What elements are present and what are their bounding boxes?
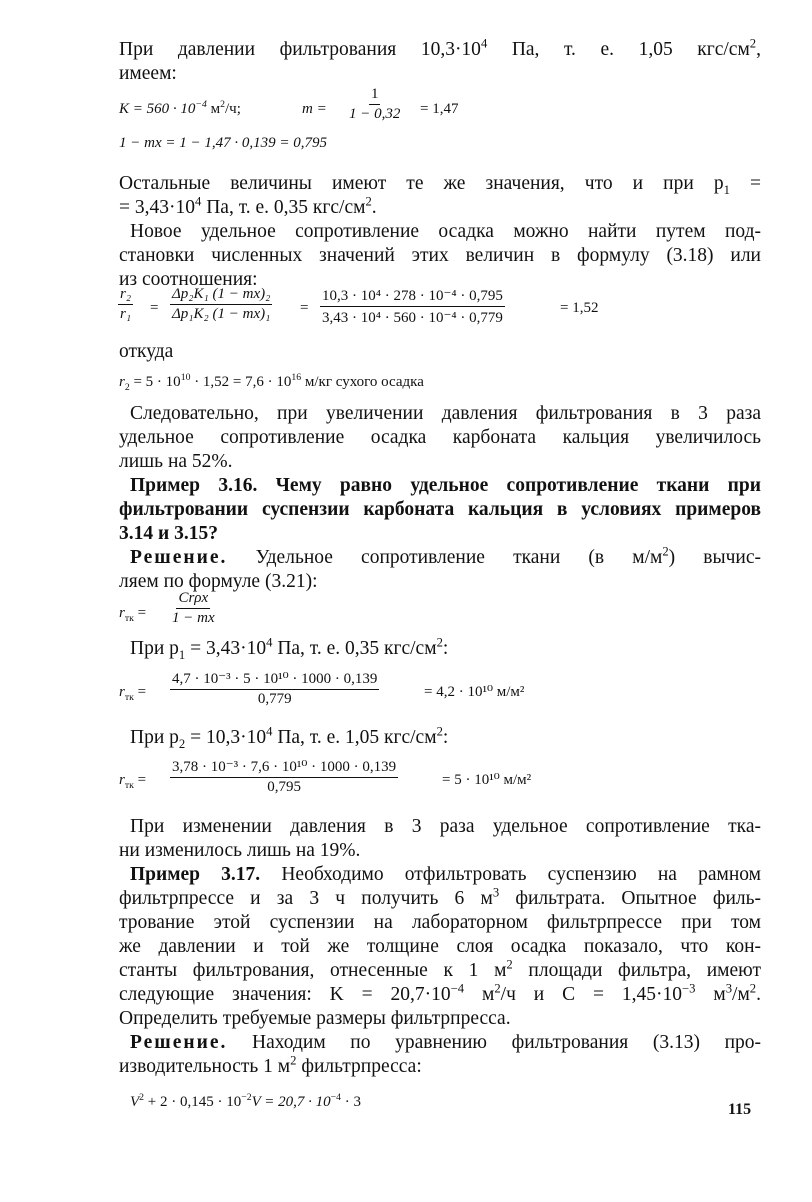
equation-rtk-label: $r_{тк}$ =	[119, 605, 147, 624]
equation-v: $V^2 + 2 \cdot 0,145 \cdot 10^{-2}V = 20,7 \cdot 10^{-4} \cdot 3$	[130, 1092, 362, 1110]
text-line: При $p_2 = 10,3\cdot 10^4$ Па, т. е. 1,05 кгс/$см^2$:	[130, 724, 449, 751]
text-line: ни изменилось лишь на 19%.	[119, 840, 361, 861]
text-line: удельное сопротивление осадка карбоната кальция увеличилось	[119, 427, 761, 448]
text-line: следующие значения: $K = 20,7\cdot 10^{-4}$ $м^2/ч$ и $C = 1,45\cdot 10^{-3}$ $м^3/м^2$.	[119, 981, 761, 1005]
text-line: же давлении и той же толщине слоя осадка показало, что кон-	[119, 936, 761, 957]
text-line: Определить требуемые размеры фильтрпресса.	[119, 1008, 511, 1029]
equation-m-label: m =	[302, 101, 327, 117]
equation-rtk1-fraction: $\frac{\text{4,7 · 10⁻³ · 5 · 10¹⁰ · 1000 · 0,139}}{0,779}$	[172, 671, 378, 707]
text-line: лишь на 52%.	[119, 451, 233, 472]
ratio-middle: $\frac{\text{Δp₂K₁ (1 − mx)₂}}{\text{Δp₁K₂ (1 − mx)₁}}$	[172, 286, 271, 322]
text-line: фильтровании суспензии карбоната кальция в условиях примеров	[119, 499, 761, 520]
ratio-left: $\frac{\text{r₂}}{\text{r₁}}$	[120, 286, 132, 322]
text-line: из соотношения:	[119, 269, 258, 290]
example-heading: Пример 3.17. Необходимо отфильтровать суспензию на рамном	[130, 864, 762, 885]
text-line: станты фильтрования, отнесенные к 1 $м^2$ площади фильтра, имеют	[119, 957, 761, 981]
text-line: При изменении давления в 3 раза удельное сопротивление тка-	[130, 816, 761, 837]
equation-m-fraction: $\frac{1}{1 - 0,32}$	[349, 86, 401, 122]
text-line: откуда	[119, 341, 174, 362]
text-line: При давлении фильтрования $10,3\cdot 10^4$ Па, т. е. 1,05 кгс/$см^2$,	[119, 36, 761, 60]
equation-k: $K = 560 \cdot 10^{-4}$ $м^2/ч$;	[119, 99, 241, 117]
eq-sign: =	[300, 300, 309, 316]
equation-rtk1-result: = 4,2 · 10¹⁰ м/м²	[424, 684, 525, 700]
text-line: изводительность 1 $м^2$ фильтрпресса:	[119, 1053, 422, 1077]
text-line: трование этой суспензии на лабораторном фильтрпрессе при том	[119, 912, 761, 933]
equation-m-result: = 1,47	[420, 101, 459, 117]
text-line: фильтрпрессе и за 3 ч получить 6 $м^3$ фильтрата. Опытное филь-	[119, 885, 762, 909]
text-line: При $p_1 = 3,43\cdot 10^4$ Па, т. е. 0,35 кгс/$см^2$:	[130, 635, 449, 662]
text-line: становки численных значений этих величин в формулу (3.18) или	[119, 245, 761, 266]
ratio-result: = 1,52	[560, 300, 599, 316]
equation-rtk2-result: = 5 · 10¹⁰ м/м²	[442, 772, 532, 788]
text-line: имеем:	[119, 63, 177, 84]
equation-rtk2-fraction: $\frac{\text{3,78 · 10⁻³ · 7,6 · 10¹⁰ · 1000 · 0,139}}{0,795}$	[172, 759, 397, 795]
text-line: 3.14 и 3.15?	[119, 523, 218, 544]
eq-sign: =	[150, 300, 159, 316]
text-line: Решение. Удельное сопротивление ткани (в $м/м^2$) вычис-	[130, 544, 761, 568]
equation-1mx: 1 − mx = 1 − 1,47 · 0,139 = 0,795	[119, 135, 327, 151]
example-heading: Пример 3.16. Чему равно удельное сопротивление ткани при	[130, 475, 761, 496]
page-number: 115	[728, 1101, 752, 1118]
ratio-right: $\frac{\text{10,3 · 10⁴ · 278 · 10⁻⁴ · 0,795}}{\text{3,43 · 10⁴ · 560 · 10⁻⁴ · 0,779}}$	[322, 288, 503, 326]
text-line: ляем по формуле (3.21):	[119, 571, 318, 592]
text-line: Новое удельное сопротивление осадка можно найти путем под-	[130, 221, 761, 242]
equation-rtk-fraction: Crρx 1 − mx	[172, 590, 215, 626]
text-line: = $3,43\cdot 10^4$ Па, т. е. 0,35 кгс/$см^2$.	[119, 194, 377, 218]
equation-rtk1-label: $r_{тк}$ =	[119, 684, 147, 703]
equation-r2: $r_2 = 5 \cdot 10^{10} \cdot 1,52 = 7,6 \cdot 10^{16}$ м/кг сухого осадка	[119, 372, 424, 393]
equation-rtk2-label: $r_{тк}$ =	[119, 772, 147, 791]
text-line: Решение. Находим по уравнению фильтрования (3.13) про-	[130, 1032, 761, 1053]
text-line: Остальные величины имеют те же значения, что и при $p_1$ =	[119, 173, 762, 197]
text-line: Следовательно, при увеличении давления фильтрования в 3 раза	[130, 403, 761, 424]
